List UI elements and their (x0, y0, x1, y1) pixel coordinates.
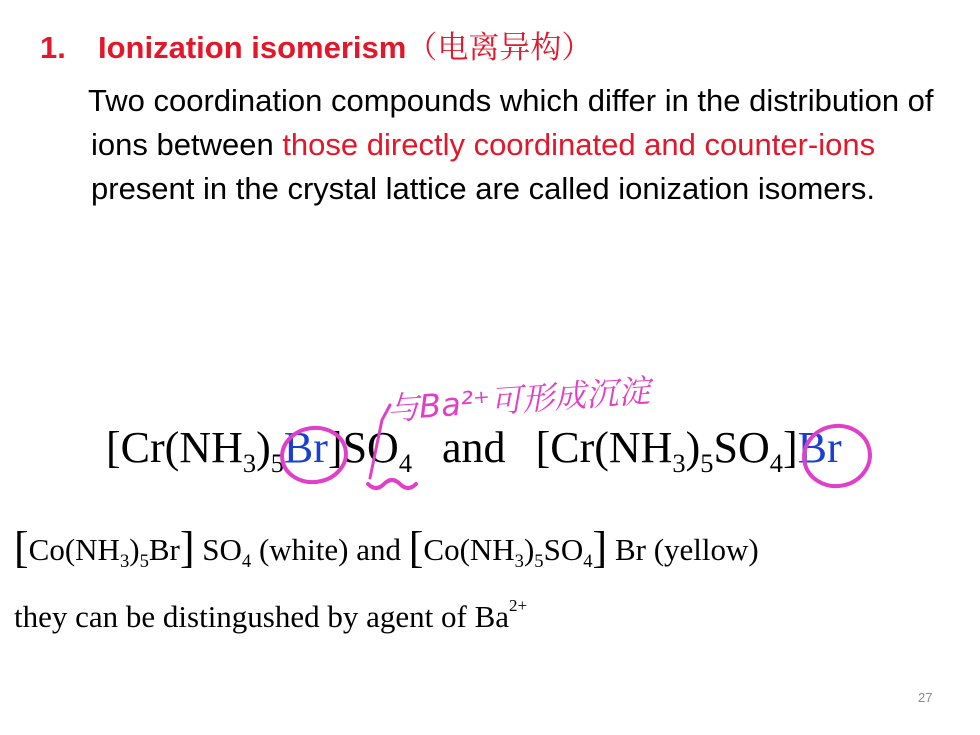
formula-text: ) (256, 423, 271, 472)
wavy-underline-mark (368, 480, 416, 488)
handwritten-note: 与Ba²⁺可形成沉淀 (385, 371, 652, 428)
formula-text: Co(NH (28, 532, 120, 567)
formula-text: SO (543, 532, 584, 567)
page-number: 27 (918, 690, 933, 705)
bracket-close: ] (592, 523, 608, 572)
heading-number: 1. (40, 30, 66, 65)
formula-text: Br (148, 532, 180, 567)
formula-subscript: 3 (514, 551, 524, 573)
cobalt-isomer-equation (14, 523, 759, 573)
formula-text: SO (713, 423, 770, 472)
formula-text: ]SO (327, 423, 399, 472)
heading-title-cn: （电离异构） (406, 30, 593, 66)
bracket-open: [ (14, 523, 29, 572)
color-note-yellow: Br (yellow) (614, 532, 759, 567)
formula-subscript: 5 (534, 551, 544, 573)
formula-text: ) (523, 532, 535, 567)
formula-subscript: 4 (769, 447, 783, 478)
chromium-isomer-equation (106, 422, 842, 479)
slide-heading (40, 22, 592, 67)
formula-text: ] (782, 423, 798, 472)
formula-subscript: 3 (242, 447, 257, 478)
conjunction-and: and (442, 423, 506, 472)
formula-text: Co(NH (423, 532, 515, 567)
counter-ion-bromide: Br (797, 423, 842, 472)
formula-subscript: 4 (241, 551, 252, 573)
definition-highlight: those directly coordinated and counter-ions (282, 127, 876, 162)
formula-text: SO (202, 532, 242, 567)
coordinated-bromide: Br (283, 423, 328, 472)
formula-subscript: 4 (398, 447, 413, 478)
formula-text: ) (129, 532, 140, 567)
formula-text: ) (685, 423, 701, 472)
bracket-close: ] (179, 523, 195, 572)
formula-subscript: 3 (672, 447, 686, 478)
formula-text: [Cr(NH (106, 423, 243, 472)
formula-subscript: 3 (119, 551, 130, 573)
heading-title: Ionization isomerism (98, 30, 407, 65)
definition-text-start: Two coordination compounds which differ in the distribution of ions between (88, 83, 934, 162)
definition-paragraph (88, 79, 941, 211)
formula-subscript: 5 (270, 447, 284, 478)
formula-subscript: 5 (139, 551, 149, 573)
distinguish-note (14, 596, 527, 635)
distinguish-text: they can be distingushed by agent of Ba (14, 599, 510, 634)
formula-subscript: 4 (583, 551, 593, 573)
definition-text-end: present in the crystal lattice are called ionization isomers. (91, 171, 875, 206)
bracket-open: [ (408, 523, 424, 572)
barium-charge: 2+ (509, 596, 528, 615)
formula-subscript: 5 (700, 447, 714, 478)
formula-text: [Cr(NH (535, 423, 673, 472)
color-note-white: (white) and (258, 532, 401, 567)
